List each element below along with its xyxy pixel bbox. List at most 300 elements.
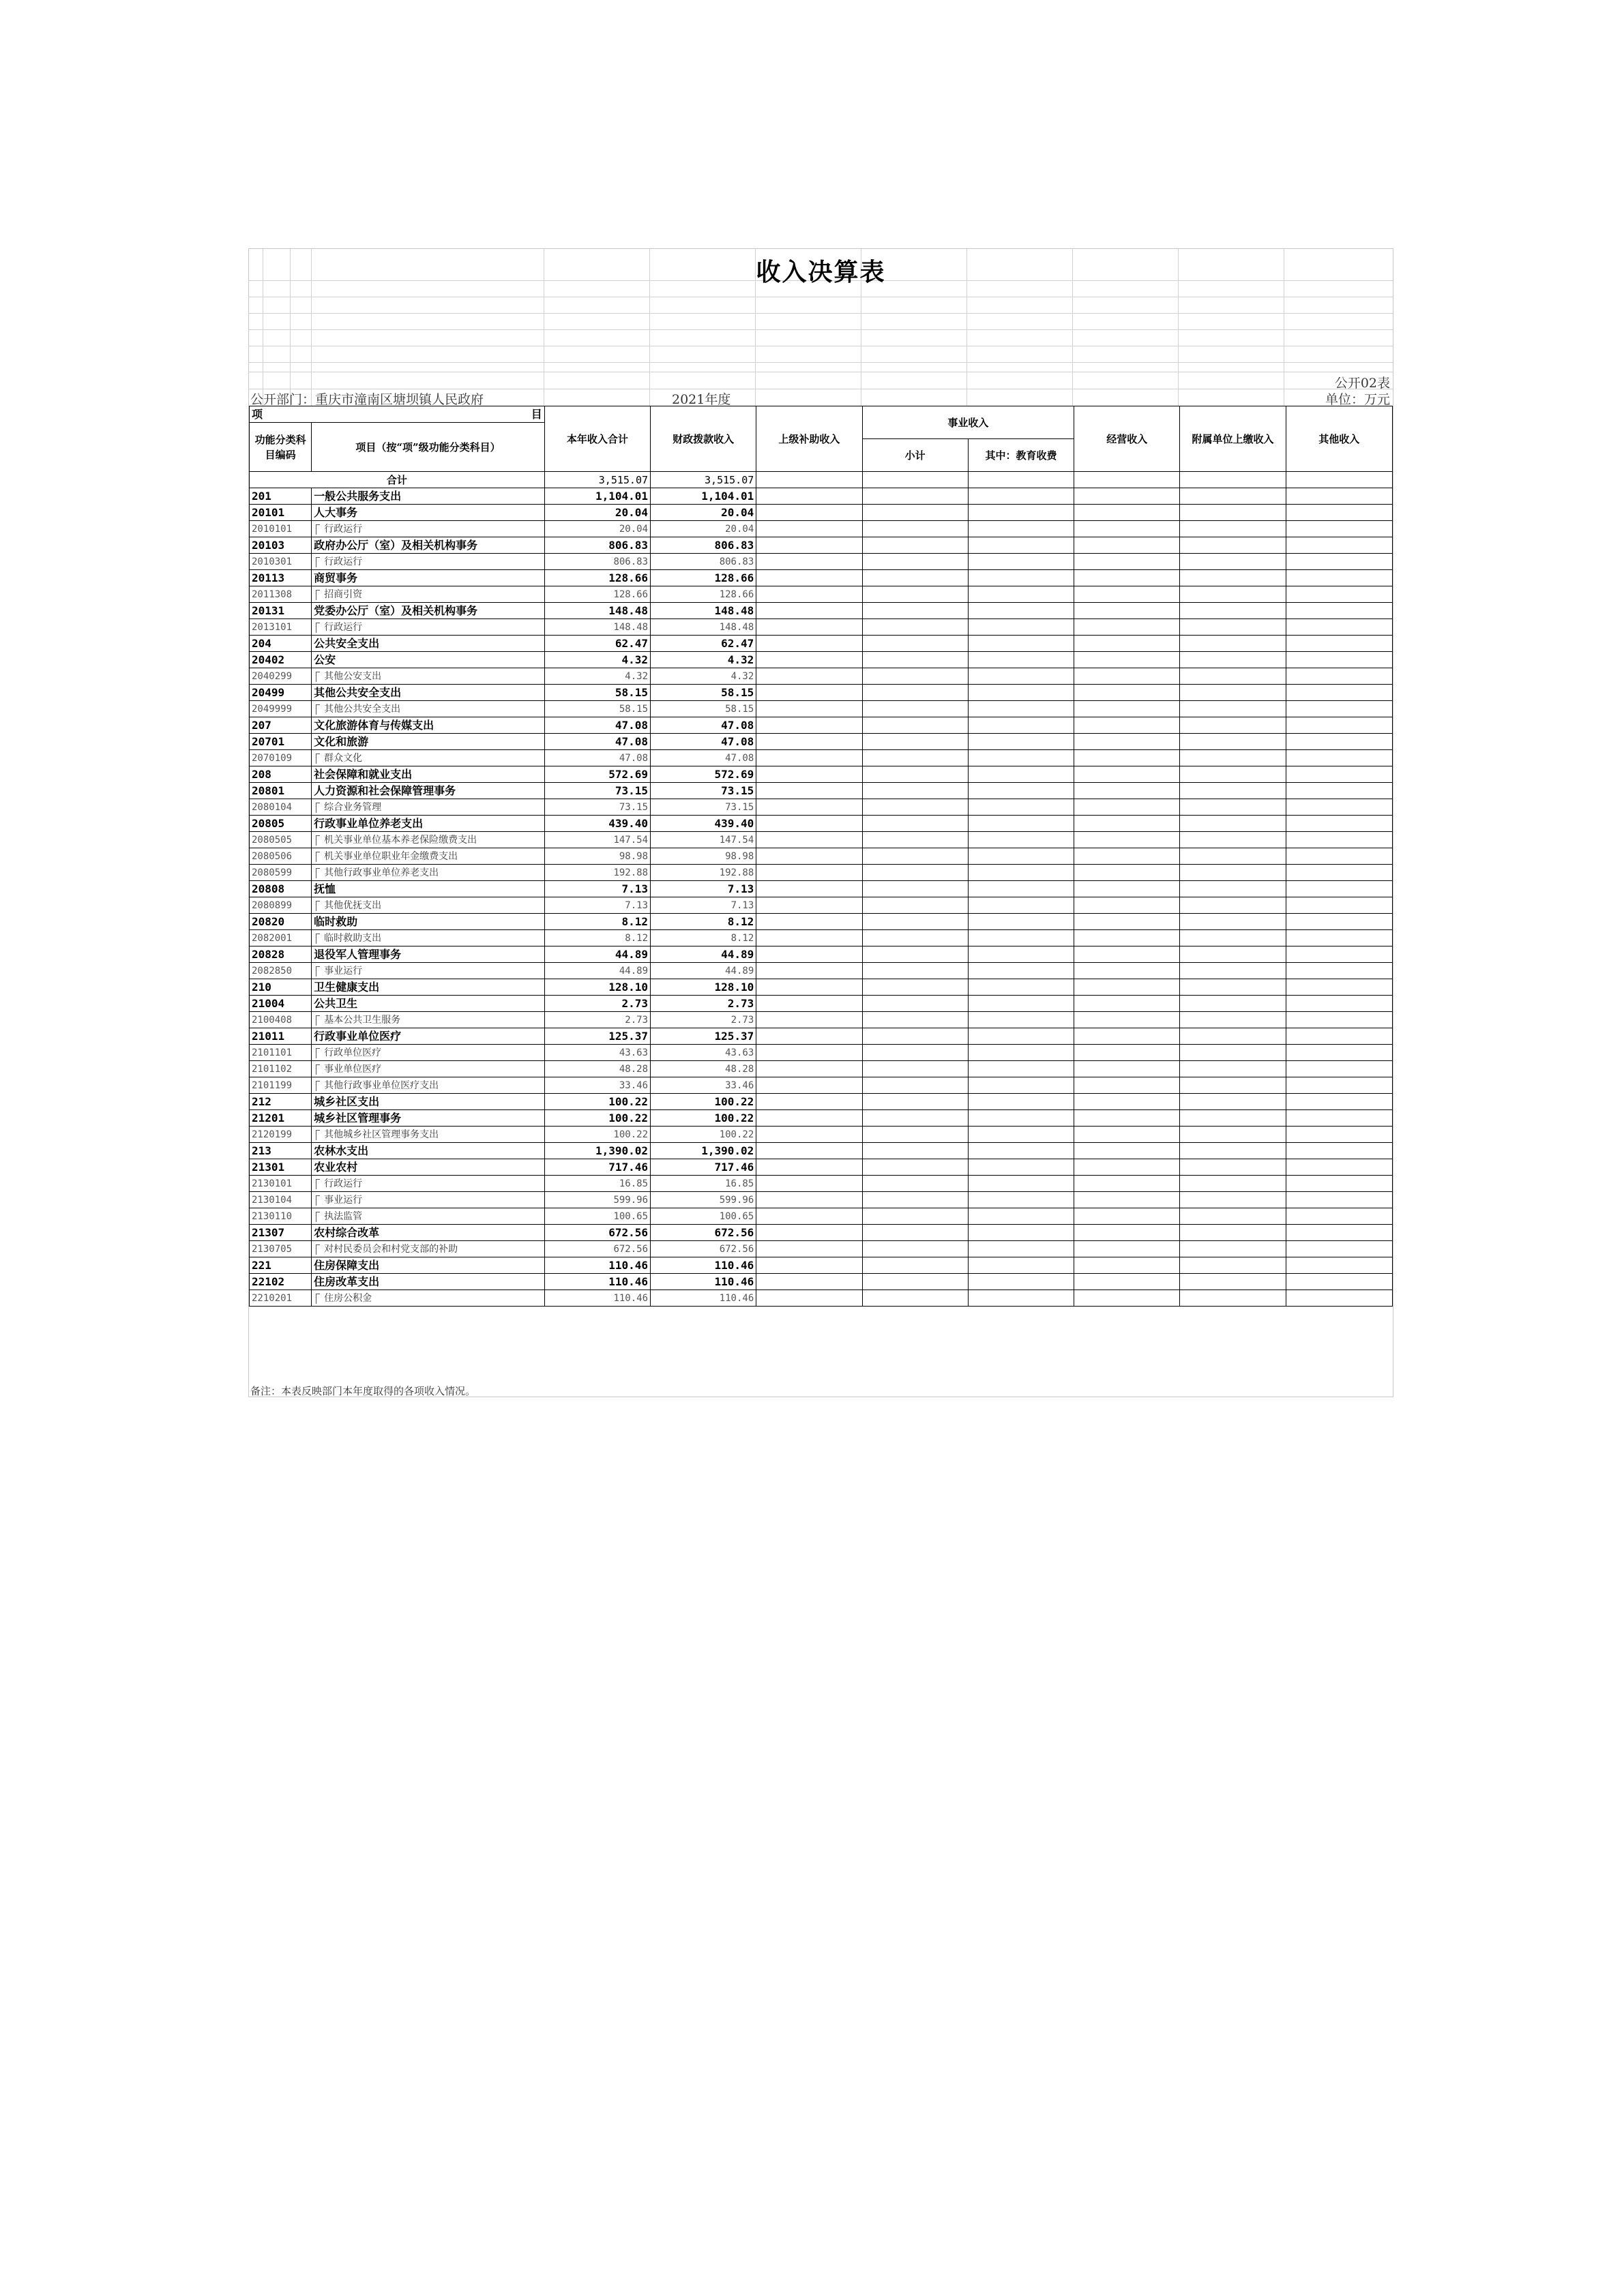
fiscal-value: 110.46 [651,1274,756,1290]
empty-cell [1180,603,1286,619]
empty-cell [1286,996,1392,1012]
empty-cell [1180,701,1286,717]
empty-cell [1074,1290,1180,1307]
empty-cell [1180,554,1286,570]
empty-cell [862,1094,968,1110]
subject-name: 其他城乡社区管理事务支出 [312,1127,545,1143]
empty-cell [1180,1045,1286,1061]
empty-cell [1074,505,1180,521]
total-income-value: 599.96 [544,1192,650,1208]
subject-code: 2040299 [250,668,312,685]
empty-cell [1286,1012,1392,1028]
table-row [250,1274,1393,1290]
total-income-value: 572.69 [544,766,650,783]
subject-name: 其他公安支出 [312,668,545,685]
empty-cell [1286,1159,1392,1176]
table-row [250,554,1393,570]
empty-cell [1180,537,1286,554]
fiscal-value: 16.85 [651,1176,756,1192]
empty-cell [968,537,1074,554]
empty-cell [862,668,968,685]
fiscal-value: 717.46 [651,1159,756,1176]
fiscal-value: 20.04 [651,505,756,521]
empty-cell [1286,1127,1392,1143]
fiscal-value: 128.10 [651,979,756,996]
empty-cell [968,685,1074,701]
subject-name: 人力资源和社会保障管理事务 [312,783,545,799]
empty-cell [862,766,968,783]
empty-cell [968,1257,1074,1274]
empty-cell [968,1012,1074,1028]
subject-name: 行政事业单位医疗 [312,1028,545,1045]
empty-cell [1180,963,1286,979]
total-income-value: 43.63 [544,1045,650,1061]
fiscal-value: 128.66 [651,570,756,586]
total-income-value: 7.13 [544,881,650,897]
subject-code: 20808 [250,881,312,897]
total-income-value: 8.12 [544,914,650,930]
table-row [250,636,1393,652]
total-income-value: 4.32 [544,652,650,668]
subject-code: 21301 [250,1159,312,1176]
empty-cell [862,996,968,1012]
empty-cell [1074,930,1180,946]
empty-cell [862,1192,968,1208]
empty-cell [756,1061,862,1077]
empty-cell [1180,897,1286,914]
empty-cell [1286,783,1392,799]
empty-cell [756,717,862,734]
empty-cell [1286,636,1392,652]
empty-cell [1074,1159,1180,1176]
subject-code: 2101101 [250,1045,312,1061]
empty-cell [1286,570,1392,586]
empty-cell [968,701,1074,717]
total-income-value: 439.40 [544,816,650,832]
fiscal-value: 192.88 [651,865,756,881]
empty-cell [1286,1094,1392,1110]
table-row [250,668,1393,685]
empty-cell [1286,1045,1392,1061]
table-row [250,1028,1393,1045]
table-row [250,816,1393,832]
subject-name: 住房保障支出 [312,1257,545,1274]
empty-cell [1180,1094,1286,1110]
total-income-value: 98.98 [544,848,650,865]
subject-name: 事业运行 [312,963,545,979]
subject-code: 22102 [250,1274,312,1290]
total-income-value: 44.89 [544,946,650,963]
empty-cell [1286,1274,1392,1290]
total-income-value: 110.46 [544,1290,650,1307]
empty-cell [1180,1192,1286,1208]
empty-cell [1286,652,1392,668]
subject-name: 城乡社区支出 [312,1094,545,1110]
subject-name: 卫生健康支出 [312,979,545,996]
table-row [250,701,1393,717]
subject-name: 事业运行 [312,1192,545,1208]
subject-code: 20101 [250,505,312,521]
empty-cell [862,1045,968,1061]
empty-cell [1286,946,1392,963]
empty-cell [968,963,1074,979]
empty-cell [756,1176,862,1192]
table-row [250,783,1393,799]
table-row [250,963,1393,979]
empty-cell [1180,717,1286,734]
empty-cell [756,996,862,1012]
subject-code: 2130101 [250,1176,312,1192]
fiscal-value: 47.08 [651,734,756,750]
empty-cell [1180,1208,1286,1225]
table-row [250,1143,1393,1159]
header-subsidy: 上级补助收入 [756,406,862,472]
empty-cell [968,799,1074,816]
total-income-value: 717.46 [544,1159,650,1176]
empty-cell [756,668,862,685]
empty-cell [1180,996,1286,1012]
subject-code: 2070109 [250,750,312,766]
total-income-value: 1,390.02 [544,1143,650,1159]
subject-code: 20103 [250,537,312,554]
subject-name: 基本公共卫生服务 [312,1012,545,1028]
subject-code: 208 [250,766,312,783]
empty-cell [862,701,968,717]
empty-cell [968,766,1074,783]
table-row [250,946,1393,963]
empty-cell [968,1241,1074,1257]
empty-cell [1286,1257,1392,1274]
empty-cell [756,1110,862,1127]
subject-code: 20131 [250,603,312,619]
empty-cell [1074,717,1180,734]
empty-cell [1180,521,1286,537]
subject-name: 行政事业单位养老支出 [312,816,545,832]
table-row [250,586,1393,603]
table-row [250,979,1393,996]
header-mu: 目 [531,407,542,421]
fiscal-value: 806.83 [651,537,756,554]
empty-cell [1286,1110,1392,1127]
empty-cell [1286,685,1392,701]
subject-name: 住房公积金 [312,1290,545,1307]
empty-cell [1074,1110,1180,1127]
fiscal-value: 100.65 [651,1208,756,1225]
fiscal-value: 47.08 [651,717,756,734]
table-note: 备注：本表反映部门本年度取得的各项收入情况。 [250,1385,476,1397]
empty-cell [1180,734,1286,750]
subject-name: 人大事务 [312,505,545,521]
fiscal-value: 8.12 [651,914,756,930]
empty-cell [756,865,862,881]
empty-cell [1074,554,1180,570]
empty-cell [1180,1143,1286,1159]
subject-code: 20805 [250,816,312,832]
total-income-value: 1,104.01 [544,488,650,505]
empty-cell [862,799,968,816]
empty-cell [756,505,862,521]
year-label: 2021年度 [672,392,731,407]
subject-code: 21011 [250,1028,312,1045]
table-row [250,1225,1393,1241]
empty-cell [968,1159,1074,1176]
table-row [250,570,1393,586]
empty-cell [968,586,1074,603]
table-row [250,1077,1393,1094]
fiscal-value: 33.46 [651,1077,756,1094]
empty-cell [1286,1028,1392,1045]
total-income-value: 47.08 [544,717,650,734]
fiscal-value: 148.48 [651,619,756,636]
table-row [250,537,1393,554]
empty-cell [756,1094,862,1110]
empty-cell [756,1159,862,1176]
subject-code: 21201 [250,1110,312,1127]
table-row [250,488,1393,505]
empty-cell [862,783,968,799]
empty-cell [1286,521,1392,537]
subject-code: 20499 [250,685,312,701]
grid-line [249,313,1393,314]
empty-cell [756,554,862,570]
empty-cell [1180,1110,1286,1127]
table-row [250,996,1393,1012]
empty-cell [1286,1176,1392,1192]
empty-cell [1180,636,1286,652]
fiscal-value: 58.15 [651,701,756,717]
empty-cell [1074,701,1180,717]
empty-cell [1180,570,1286,586]
empty-cell [862,1241,968,1257]
table-row [250,505,1393,521]
empty-cell [1074,799,1180,816]
empty-cell [862,1127,968,1143]
empty-cell [968,914,1074,930]
subject-name: 一般公共服务支出 [312,488,545,505]
table-row [250,521,1393,537]
empty-cell [968,1208,1074,1225]
fiscal-value: 672.56 [651,1241,756,1257]
empty-cell [1074,881,1180,897]
table-row [250,865,1393,881]
empty-cell [862,832,968,848]
subject-code: 2130104 [250,1192,312,1208]
empty-cell [756,832,862,848]
subject-name: 农业农村 [312,1159,545,1176]
empty-cell [756,897,862,914]
empty-cell [862,1225,968,1241]
empty-cell [756,1028,862,1045]
subject-name: 其他行政事业单位养老支出 [312,865,545,881]
empty-cell [1180,1257,1286,1274]
empty-cell [1180,1241,1286,1257]
empty-cell [968,1225,1074,1241]
empty-cell [756,586,862,603]
empty-cell [756,1290,862,1307]
total-income-value: 128.10 [544,979,650,996]
empty-cell [968,783,1074,799]
empty-cell [1180,783,1286,799]
total-income-value: 20.04 [544,521,650,537]
total-income-value: 73.15 [544,799,650,816]
empty-cell [1286,865,1392,881]
empty-cell [1074,1192,1180,1208]
empty-cell [1074,1176,1180,1192]
empty-cell [756,799,862,816]
empty-cell [1074,1012,1180,1028]
empty-cell [862,488,968,505]
subject-code: 2100408 [250,1012,312,1028]
subject-code: 2101102 [250,1061,312,1077]
total-income-value: 58.15 [544,685,650,701]
empty-cell [1286,1061,1392,1077]
subject-name: 党委办公厅（室）及相关机构事务 [312,603,545,619]
fiscal-value: 73.15 [651,799,756,816]
total-income-value: 58.15 [544,701,650,717]
empty-cell [968,603,1074,619]
total-income-value: 672.56 [544,1241,650,1257]
empty-cell [1074,1225,1180,1241]
subject-name: 行政运行 [312,619,545,636]
income-table [249,406,1393,1307]
table-row [250,734,1393,750]
subject-code: 213 [250,1143,312,1159]
empty-cell [1286,603,1392,619]
empty-cell [1074,636,1180,652]
empty-cell [1180,1061,1286,1077]
empty-cell [756,1225,862,1241]
subject-name: 行政运行 [312,521,545,537]
fiscal-value: 4.32 [651,668,756,685]
empty-cell [756,1274,862,1290]
empty-cell [756,488,862,505]
empty-cell [1074,537,1180,554]
empty-cell [968,717,1074,734]
header-other: 其他收入 [1286,406,1392,472]
empty-cell [1180,881,1286,897]
empty-cell [1286,537,1392,554]
grid-line [249,329,1393,330]
empty-cell [1180,668,1286,685]
table-row [250,619,1393,636]
empty-cell [968,1274,1074,1290]
empty-cell [756,570,862,586]
empty-cell [968,734,1074,750]
empty-cell [1286,750,1392,766]
empty-cell [1074,848,1180,865]
empty-cell [1286,488,1392,505]
subject-name: 临时救助 [312,914,545,930]
fiscal-value: 62.47 [651,636,756,652]
subject-name: 农林水支出 [312,1143,545,1159]
empty-cell [1286,799,1392,816]
empty-cell [862,521,968,537]
empty-cell [862,1061,968,1077]
empty-cell [968,930,1074,946]
empty-cell [756,881,862,897]
table-row [250,1290,1393,1307]
subject-code: 20801 [250,783,312,799]
table-row [250,1257,1393,1274]
empty-cell [1180,766,1286,783]
empty-cell [1286,505,1392,521]
table-row [250,1127,1393,1143]
empty-cell [968,832,1074,848]
empty-cell [862,619,968,636]
total-income-value: 8.12 [544,930,650,946]
empty-cell [1180,1225,1286,1241]
empty-cell [1180,865,1286,881]
subject-name: 公安 [312,652,545,668]
subject-name: 公共卫生 [312,996,545,1012]
subject-code: 20820 [250,914,312,930]
table-row [250,1012,1393,1028]
table-row [250,750,1393,766]
empty-cell [968,1290,1074,1307]
empty-cell [968,1094,1074,1110]
empty-cell [1180,652,1286,668]
empty-cell [1074,619,1180,636]
empty-cell [756,816,862,832]
total-income-value: 100.22 [544,1094,650,1110]
empty-cell [1180,930,1286,946]
total-income-value: 73.15 [544,783,650,799]
fiscal-value: 672.56 [651,1225,756,1241]
empty-cell [1074,1028,1180,1045]
empty-cell [1286,816,1392,832]
empty-cell [756,1192,862,1208]
empty-cell [1286,734,1392,750]
subject-name: 政府办公厅（室）及相关机构事务 [312,537,545,554]
header-affiliated: 附属单位上缴收入 [1180,406,1286,472]
subject-code: 2011308 [250,586,312,603]
subject-name: 事业单位医疗 [312,1061,545,1077]
empty-cell [1074,963,1180,979]
total-income-value: 33.46 [544,1077,650,1094]
empty-cell [1180,914,1286,930]
empty-cell [756,930,862,946]
subject-name: 机关事业单位基本养老保险缴费支出 [312,832,545,848]
table-row [250,717,1393,734]
empty-cell [756,946,862,963]
subject-name: 抚恤 [312,881,545,897]
total-income-value: 110.46 [544,1274,650,1290]
fiscal-value: 8.12 [651,930,756,946]
empty-cell [756,603,862,619]
empty-cell [862,930,968,946]
empty-cell [1180,685,1286,701]
total-income-value: 48.28 [544,1061,650,1077]
empty-cell [1074,668,1180,685]
fiscal-value: 58.15 [651,685,756,701]
subject-code: 2080104 [250,799,312,816]
empty-cell [1286,554,1392,570]
subject-code: 2010301 [250,554,312,570]
total-income-value: 128.66 [544,586,650,603]
header-xiang: 项 [252,407,263,421]
empty-cell [968,881,1074,897]
fiscal-value: 100.22 [651,1127,756,1143]
fiscal-value: 44.89 [651,946,756,963]
fiscal-value: 147.54 [651,832,756,848]
empty-cell [862,1077,968,1094]
fiscal-value: 73.15 [651,783,756,799]
empty-cell [1074,865,1180,881]
table-row [250,652,1393,668]
income-statement-sheet [248,248,1393,1397]
header-career: 事业收入 [862,406,1074,439]
empty-cell [1286,1143,1392,1159]
